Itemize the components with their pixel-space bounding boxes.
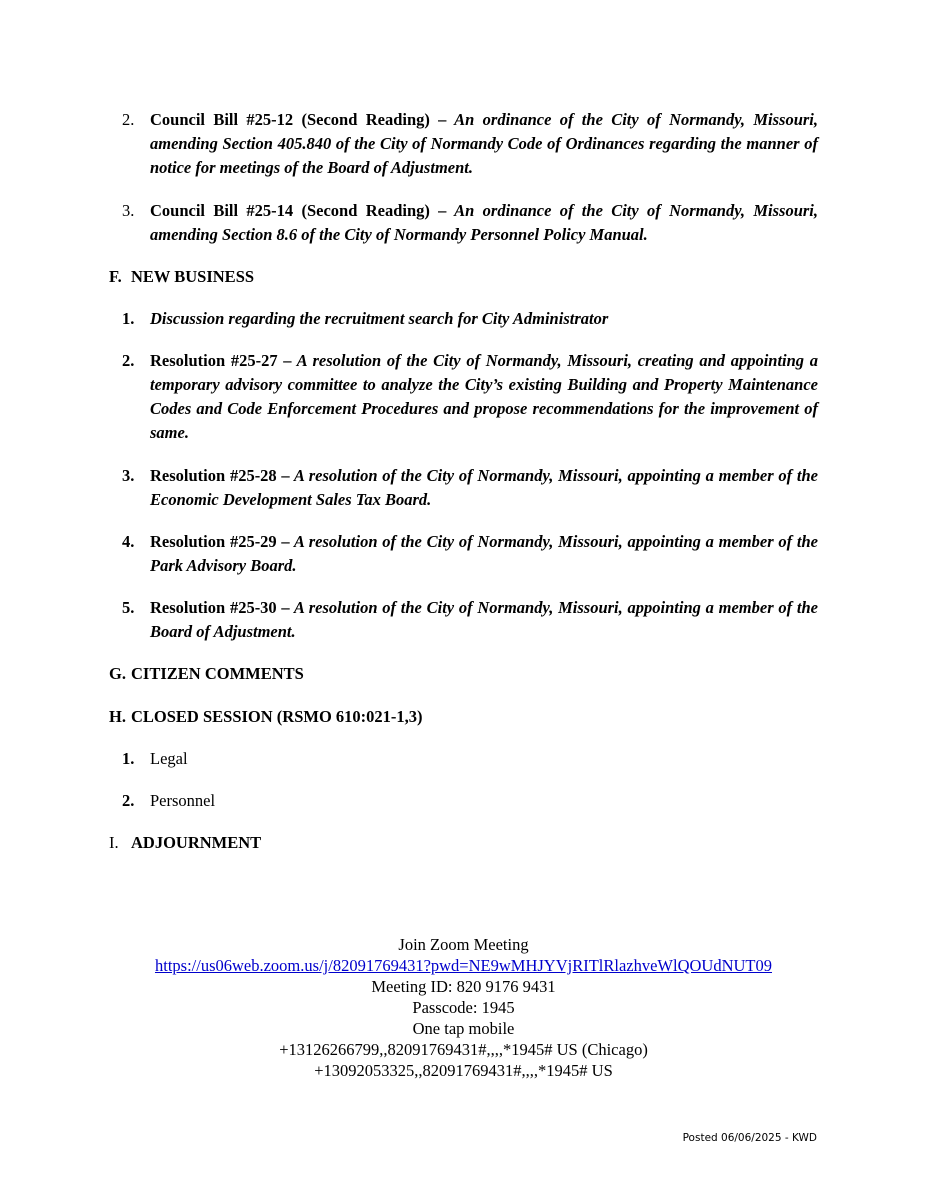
item-number: 4. xyxy=(122,532,135,551)
item-number: 2. xyxy=(122,110,135,129)
item-dash: – xyxy=(429,201,455,220)
item-description: A resolution of the City of Normandy, Missouri, appointing a member of the Board of Adjustment. xyxy=(150,598,818,641)
item-title: Council Bill #25-14 (Second Reading) xyxy=(150,201,430,220)
item-dash: – xyxy=(276,532,294,551)
item-dash: – xyxy=(276,598,294,617)
section-closed-session xyxy=(109,705,423,729)
zoom-meeting-id: Meeting ID: 820 9176 9431 xyxy=(371,977,556,996)
zoom-heading: Join Zoom Meeting xyxy=(398,935,529,954)
agenda-item-council-bill-25-14 xyxy=(122,199,818,247)
agenda-item-resolution-25-29 xyxy=(122,530,818,578)
item-number: 3. xyxy=(122,201,135,220)
item-title: Resolution #25-29 xyxy=(150,532,277,551)
zoom-phone-us: +13092053325,,82091769431#,,,,*1945# US xyxy=(314,1061,613,1080)
section-title: CLOSED SESSION (RSMO 610:021-1,3) xyxy=(131,707,423,726)
posted-footer: Posted 06/06/2025 - KWD xyxy=(682,1132,817,1144)
section-letter: H. xyxy=(109,707,126,726)
item-dash: – xyxy=(429,110,455,129)
item-description: A resolution of the City of Normandy, Missouri, creating and appointing a temporary advisory committee to analyze the City’s existing Building and Property Maintenance Codes and Code Enforcement Procedures and propose recommendations for the improvement of same. xyxy=(150,351,819,442)
zoom-meeting-link[interactable]: https://us06web.zoom.us/j/82091769431?pwd=NE9wMHJYVjRITlRlazhveWlQOUdNUT09 xyxy=(154,956,772,975)
zoom-meeting-info xyxy=(0,934,927,1081)
agenda-item-recruitment-discussion xyxy=(122,307,818,331)
item-description: An ordinance of the City of Normandy, Missouri, amending Section 8.6 of the City of Normandy Personnel Policy Manual. xyxy=(150,201,818,244)
item-description: A resolution of the City of Normandy, Missouri, appointing a member of the Economic Development Sales Tax Board. xyxy=(150,466,818,509)
section-adjournment xyxy=(109,831,261,855)
item-number: 2. xyxy=(122,351,135,370)
section-letter: I. xyxy=(109,833,119,852)
item-number: 2. xyxy=(122,791,135,810)
item-number: 1. xyxy=(122,749,135,768)
item-description: Discussion regarding the recruitment search for City Administrator xyxy=(150,309,609,328)
item-title: Council Bill #25-12 (Second Reading) xyxy=(150,110,430,129)
item-number: 5. xyxy=(122,598,135,617)
item-title: Resolution #25-28 xyxy=(150,466,277,485)
agenda-item-resolution-25-28 xyxy=(122,464,818,512)
item-number: 1. xyxy=(122,309,135,328)
section-letter: G. xyxy=(109,664,126,683)
zoom-one-tap: One tap mobile xyxy=(412,1019,515,1038)
agenda-item-resolution-25-30 xyxy=(122,596,818,644)
item-description: An ordinance of the City of Normandy, Missouri, amending Section 405.840 of the City of Normandy Code of Ordinances regarding the manner of notice for meetings of the Board of Adjustment. xyxy=(150,110,818,177)
agenda-item-legal xyxy=(122,747,818,771)
agenda-item-resolution-25-27 xyxy=(122,349,819,445)
agenda-item-council-bill-25-12 xyxy=(122,108,818,180)
section-title: CITIZEN COMMENTS xyxy=(131,664,304,683)
section-letter: F. xyxy=(109,267,122,286)
zoom-passcode: Passcode: 1945 xyxy=(412,998,515,1017)
item-description: A resolution of the City of Normandy, Missouri, appointing a member of the Park Advisory Board. xyxy=(150,532,818,575)
item-dash: – xyxy=(276,466,294,485)
section-new-business xyxy=(109,265,254,289)
agenda-item-personnel xyxy=(122,789,818,813)
item-label: Personnel xyxy=(150,791,216,810)
item-label: Legal xyxy=(150,749,188,768)
section-title: ADJOURNMENT xyxy=(131,833,262,852)
item-title: Resolution #25-30 xyxy=(150,598,277,617)
section-citizen-comments xyxy=(109,662,304,686)
item-number: 3. xyxy=(122,466,135,485)
section-title: NEW BUSINESS xyxy=(131,267,255,286)
item-dash: – xyxy=(277,351,297,370)
item-title: Resolution #25-27 xyxy=(150,351,278,370)
zoom-phone-chicago: +13126266799,,82091769431#,,,,*1945# US (Chicago) xyxy=(279,1040,648,1059)
